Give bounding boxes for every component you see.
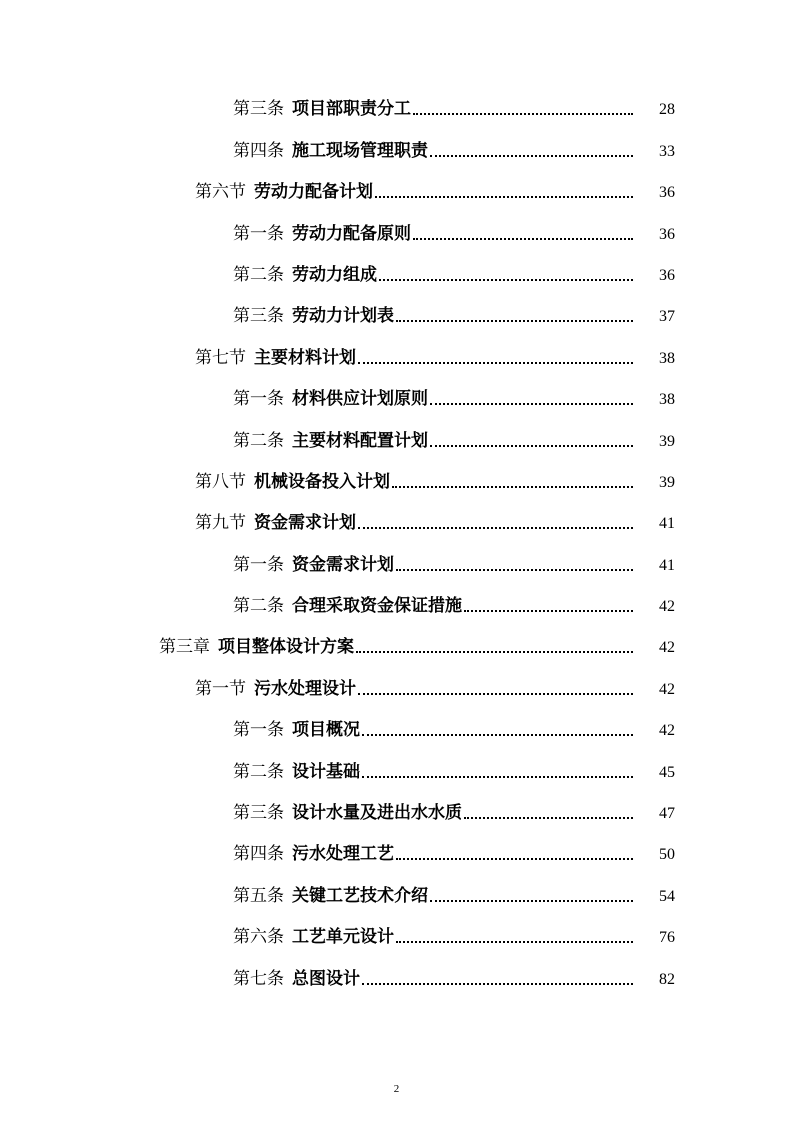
toc-entry-number: 第一条 — [233, 223, 284, 244]
toc-entry[interactable] — [0, 378, 793, 419]
toc-entry-number: 第九节 — [195, 513, 246, 534]
toc-entry-page: 38 — [659, 349, 675, 367]
toc-entry-title: 项目部职责分工 — [292, 99, 411, 120]
toc-entry-page: 37 — [659, 308, 675, 326]
table-of-contents — [0, 88, 793, 999]
toc-entry-number: 第五条 — [233, 885, 284, 906]
toc-entry-title: 主要材料配置计划 — [292, 430, 428, 451]
page-number: 2 — [393, 1083, 400, 1095]
toc-leader-dots — [356, 651, 633, 653]
toc-leader-dots — [430, 900, 633, 902]
toc-entry-number: 第七条 — [233, 968, 284, 989]
toc-entry[interactable] — [0, 212, 793, 253]
toc-entry-number: 第一条 — [233, 389, 284, 410]
toc-leader-dots — [375, 196, 633, 198]
toc-entry-number: 第一条 — [233, 720, 284, 741]
toc-entry-number: 第二条 — [233, 264, 284, 285]
toc-entry[interactable] — [0, 254, 793, 295]
toc-leader-dots — [362, 776, 633, 778]
toc-entry-page: 42 — [659, 680, 675, 698]
toc-entry-number: 第四条 — [233, 140, 284, 161]
toc-entry[interactable] — [0, 709, 793, 750]
toc-entry-title: 设计基础 — [292, 761, 360, 782]
toc-leader-dots — [430, 445, 633, 447]
toc-entry-number: 第六条 — [233, 927, 284, 948]
toc-entry-title: 主要材料计划 — [254, 347, 356, 368]
toc-entry-title: 施工现场管理职责 — [292, 140, 428, 161]
toc-entry-number: 第八节 — [195, 471, 246, 492]
toc-entry[interactable] — [0, 502, 793, 543]
toc-entry-number: 第六节 — [195, 182, 246, 203]
toc-entry-title: 工艺单元设计 — [292, 927, 394, 948]
toc-entry[interactable] — [0, 461, 793, 502]
toc-entry[interactable] — [0, 88, 793, 129]
toc-leader-dots — [362, 983, 633, 985]
toc-leader-dots — [430, 403, 633, 405]
toc-leader-dots — [396, 320, 633, 322]
toc-entry[interactable] — [0, 750, 793, 791]
toc-entry[interactable] — [0, 874, 793, 915]
toc-entry-title: 材料供应计划原则 — [292, 389, 428, 410]
toc-entry[interactable] — [0, 129, 793, 170]
toc-entry-page: 42 — [659, 598, 675, 616]
toc-leader-dots — [358, 693, 633, 695]
toc-entry-number: 第三条 — [233, 99, 284, 120]
toc-entry[interactable] — [0, 336, 793, 377]
toc-leader-dots — [396, 569, 633, 571]
toc-entry-page: 38 — [659, 391, 675, 409]
toc-entry-page: 36 — [659, 225, 675, 243]
toc-leader-dots — [362, 734, 633, 736]
toc-entry[interactable] — [0, 957, 793, 998]
toc-entry-number: 第二条 — [233, 761, 284, 782]
toc-entry-page: 36 — [659, 266, 675, 284]
toc-entry-page: 39 — [659, 473, 675, 491]
toc-entry-page: 33 — [659, 142, 675, 160]
toc-entry-page: 42 — [659, 722, 675, 740]
toc-entry-title: 资金需求计划 — [292, 554, 394, 575]
toc-entry-page: 50 — [659, 846, 675, 864]
toc-entry-number: 第一条 — [233, 554, 284, 575]
toc-entry-page: 76 — [659, 929, 675, 947]
toc-entry[interactable] — [0, 792, 793, 833]
toc-leader-dots — [464, 817, 633, 819]
toc-entry-number: 第一节 — [195, 678, 246, 699]
toc-entry-number: 第三章 — [159, 637, 210, 658]
toc-entry[interactable] — [0, 833, 793, 874]
toc-entry-title: 总图设计 — [292, 968, 360, 989]
toc-leader-dots — [430, 155, 633, 157]
toc-entry-number: 第七节 — [195, 347, 246, 368]
toc-entry-page: 39 — [659, 432, 675, 450]
toc-leader-dots — [464, 610, 633, 612]
toc-entry[interactable] — [0, 916, 793, 957]
toc-entry[interactable] — [0, 543, 793, 584]
toc-entry-page: 82 — [659, 970, 675, 988]
toc-entry-number: 第三条 — [233, 803, 284, 824]
toc-entry-title: 关键工艺技术介绍 — [292, 885, 428, 906]
toc-entry[interactable] — [0, 585, 793, 626]
toc-entry-title: 污水处理工艺 — [292, 844, 394, 865]
toc-entry[interactable] — [0, 626, 793, 667]
toc-entry[interactable] — [0, 171, 793, 212]
toc-entry-number: 第二条 — [233, 430, 284, 451]
toc-entry-title: 劳动力配备计划 — [254, 182, 373, 203]
toc-entry-page: 41 — [659, 515, 675, 533]
toc-entry-title: 劳动力配备原则 — [292, 223, 411, 244]
toc-entry-title: 机械设备投入计划 — [254, 471, 390, 492]
toc-entry-page: 47 — [659, 805, 675, 823]
toc-entry-page: 54 — [659, 887, 675, 905]
toc-entry-title: 合理采取资金保证措施 — [292, 596, 462, 617]
toc-entry-title: 劳动力组成 — [292, 264, 377, 285]
toc-entry-page: 42 — [659, 639, 675, 657]
toc-entry-title: 项目概况 — [292, 720, 360, 741]
toc-entry-number: 第四条 — [233, 844, 284, 865]
toc-entry-page: 28 — [659, 101, 675, 119]
toc-leader-dots — [379, 279, 633, 281]
toc-entry-title: 资金需求计划 — [254, 513, 356, 534]
toc-entry-page: 36 — [659, 184, 675, 202]
toc-entry-page: 45 — [659, 763, 675, 781]
toc-entry-title: 项目整体设计方案 — [218, 637, 354, 658]
toc-entry-title: 污水处理设计 — [254, 678, 356, 699]
toc-entry[interactable] — [0, 295, 793, 336]
toc-entry-number: 第二条 — [233, 596, 284, 617]
toc-entry-number: 第三条 — [233, 306, 284, 327]
toc-leader-dots — [392, 486, 633, 488]
toc-leader-dots — [413, 238, 633, 240]
toc-leader-dots — [396, 858, 633, 860]
toc-entry-title: 设计水量及进出水水质 — [292, 803, 462, 824]
toc-entry[interactable] — [0, 419, 793, 460]
toc-leader-dots — [358, 362, 633, 364]
toc-leader-dots — [396, 941, 633, 943]
toc-entry-title: 劳动力计划表 — [292, 306, 394, 327]
toc-leader-dots — [358, 527, 633, 529]
toc-entry-page: 41 — [659, 556, 675, 574]
toc-leader-dots — [413, 113, 633, 115]
toc-entry[interactable] — [0, 667, 793, 708]
